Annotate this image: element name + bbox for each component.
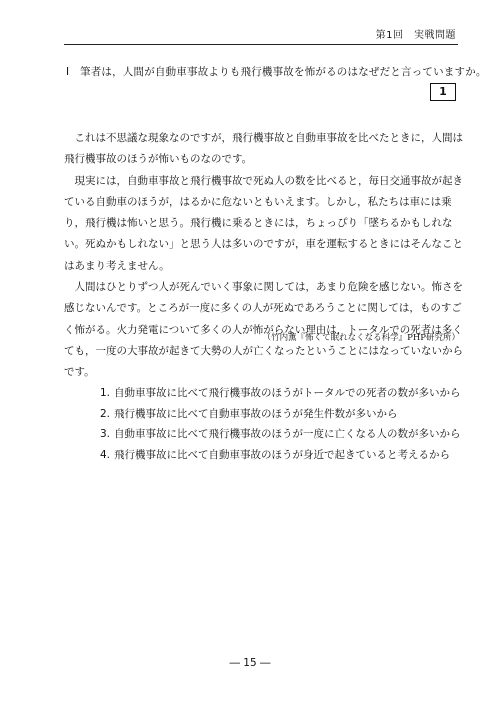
option-text: 飛行機事故に比べて自動車事故のほうが身近で起きていると考えるから [114, 449, 450, 462]
answer-options [100, 383, 461, 466]
question-text: Ⅰ 筆者は，人間が自動車事故よりも飛行機事故を怖がるのはなぜだと言っていますか。 [66, 66, 487, 78]
answer-option-4 [100, 445, 461, 466]
source-citation: （竹内薫『怖くて眠れなくなる科学』PHP研究所） [262, 333, 460, 343]
passage-paragraph-1: これは不思議な現象なのですが，飛行機事故と自動車事故を比べたときに，人間は飛行機事故のほうが怖いものなのです。 [64, 132, 463, 166]
option-text: 飛行機事故に比べて自動車事故のほうが発生件数が多いから [114, 407, 398, 420]
answer-option-1 [100, 383, 461, 404]
answer-option-3 [100, 424, 461, 445]
reading-passage [64, 128, 464, 384]
page-header: 第1回 実戦問題 [375, 30, 456, 41]
option-text: 自動車事故に比べて飛行機事故のほうがトータルでの死者の数が多いから [114, 387, 461, 399]
option-number: 2. [100, 407, 111, 420]
passage-paragraph-2: 現実には，自動車事故と飛行機事故で死ぬ人の数を比べると，毎日交通事故が起きている自動車のほうが，はるかに危ないともいえます。しかし，私たちは車には乗り，飛行機は怖いと思う。飛行機に乗るときには，ちょっぴり「墜ちるかもしれない。死ぬかもしれない」と思う人は多いのですが，車を運転するときにはそんなことはあまり考えません。 [64, 174, 463, 272]
option-number: 4. [100, 449, 111, 462]
option-text: 自動車事故に比べて飛行機事故のほうが一度に亡くなる人の数が多いから [114, 428, 461, 441]
answer-option-2 [100, 404, 461, 425]
header-divider [64, 44, 458, 45]
answer-number-box: 1 [430, 83, 456, 101]
passage-paragraph-3: 人間はひとりずつ人が死んでいく事象に関しては，あまり危険を感じない。怖さを感じないんです。ところが一度に多くの人が死ぬであろうことに関しては，ものすごく怖がる。火力発電について多くの人が怖がらない理由は，トータルでの死者は多くても，一度の大事故が起きて大勢の人が亡くなったということにはなっていないからです。 [64, 281, 463, 379]
option-number: 3. [100, 428, 111, 441]
page-number: ― 15 ― [229, 657, 271, 669]
option-number: 1. [100, 387, 111, 399]
